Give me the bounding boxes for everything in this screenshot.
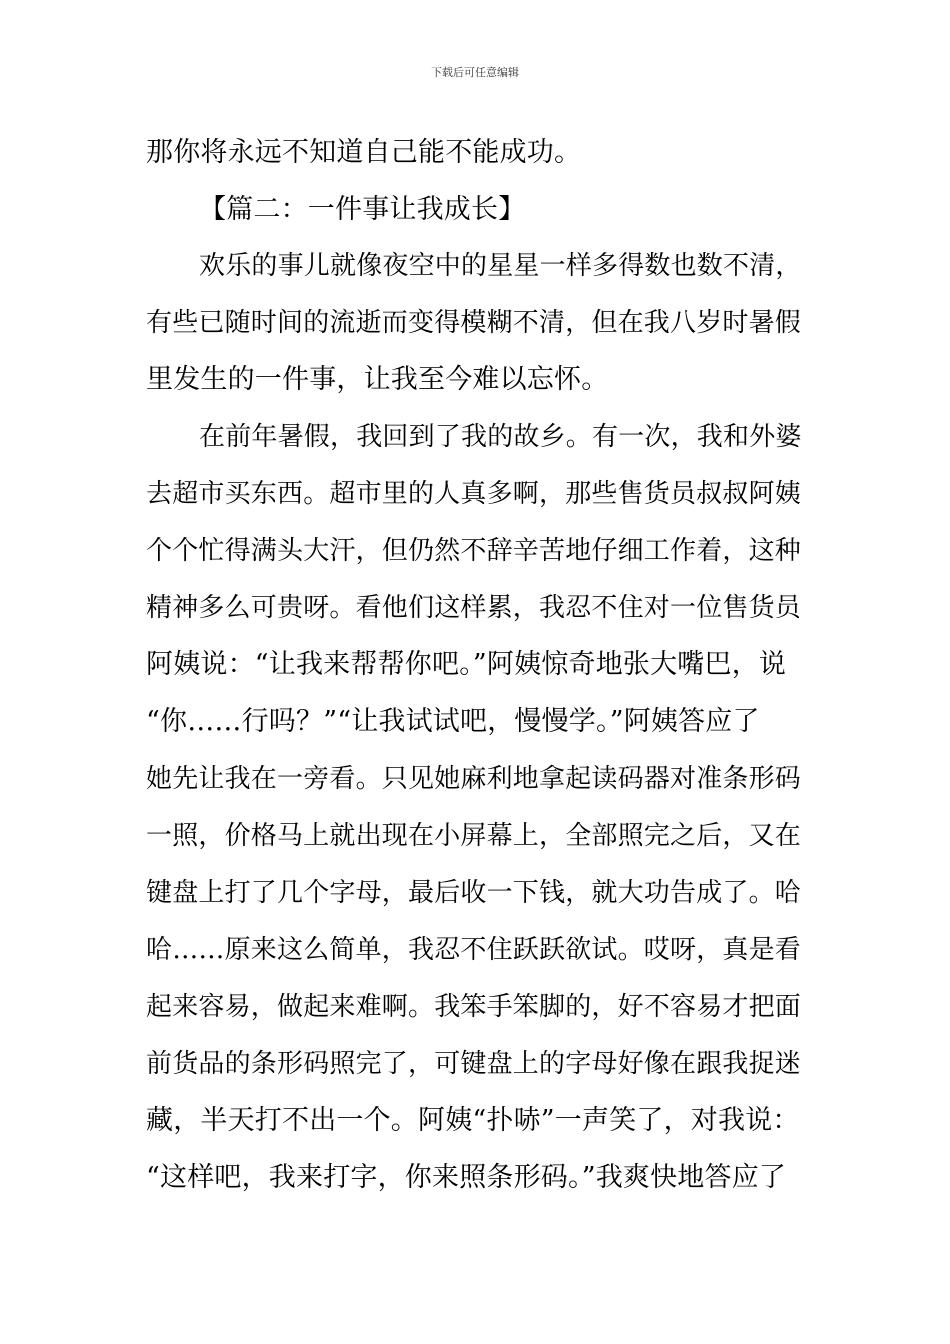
body-line: 阿姨说：“让我来帮帮你吧。”阿姨惊奇地张大嘴巴，说 (146, 649, 787, 680)
body-line: 那你将永远不知道自己能不能成功。 (146, 137, 582, 168)
body-line: 精神多么可贵呀。看他们这样累，我忍不住对一位售货员 (146, 593, 802, 623)
body-line: 键盘上打了几个字母，最后收一下钱，就大功告成了。哈 (146, 878, 802, 908)
page-header-note: 下载后可任意编辑 (431, 66, 519, 79)
body-line: 里发生的一件事，让我至今难以忘怀。 (146, 364, 609, 395)
body-line: 一照，价格马上就出现在小屏幕上，全部照完之后，又在 (146, 821, 802, 851)
body-line: 在前年暑假，我回到了我的故乡。有一次，我和外婆 (199, 422, 802, 452)
body-line: “这样吧，我来打字，你来照条形码。”我爽快地答应了 (146, 1162, 787, 1193)
body-line: 前货品的条形码照完了，可键盘上的字母好像在跟我捉迷 (146, 1049, 802, 1079)
section-heading: 【篇二：一件事让我成长】 (199, 194, 526, 225)
body-line: 起来容易，做起来难啊。我笨手笨脚的，好不容易才把面 (146, 992, 802, 1022)
body-line: 哈……原来这么简单，我忍不住跃跃欲试。哎呀，真是看 (146, 935, 802, 965)
body-line: 她先让我在一旁看。只见她麻利地拿起读码器对准条形码 (146, 764, 802, 794)
body-line: 藏，半天打不出一个。阿姨“扑哧”一声笑了，对我说： (146, 1105, 800, 1136)
body-line: 欢乐的事儿就像夜空中的星星一样多得数也数不清， (199, 251, 802, 281)
body-line: “你……行吗？”“让我试试吧，慢慢学。”阿姨答应了 (146, 706, 760, 737)
body-line: 去超市买东西。超市里的人真多啊，那些售货员叔叔阿姨 (146, 479, 802, 509)
body-line: 有些已随时间的流逝而变得模糊不清，但在我八岁时暑假 (146, 308, 802, 338)
body-line: 个个忙得满头大汗，但仍然不辞辛苦地仔细工作着，这种 (146, 536, 802, 566)
